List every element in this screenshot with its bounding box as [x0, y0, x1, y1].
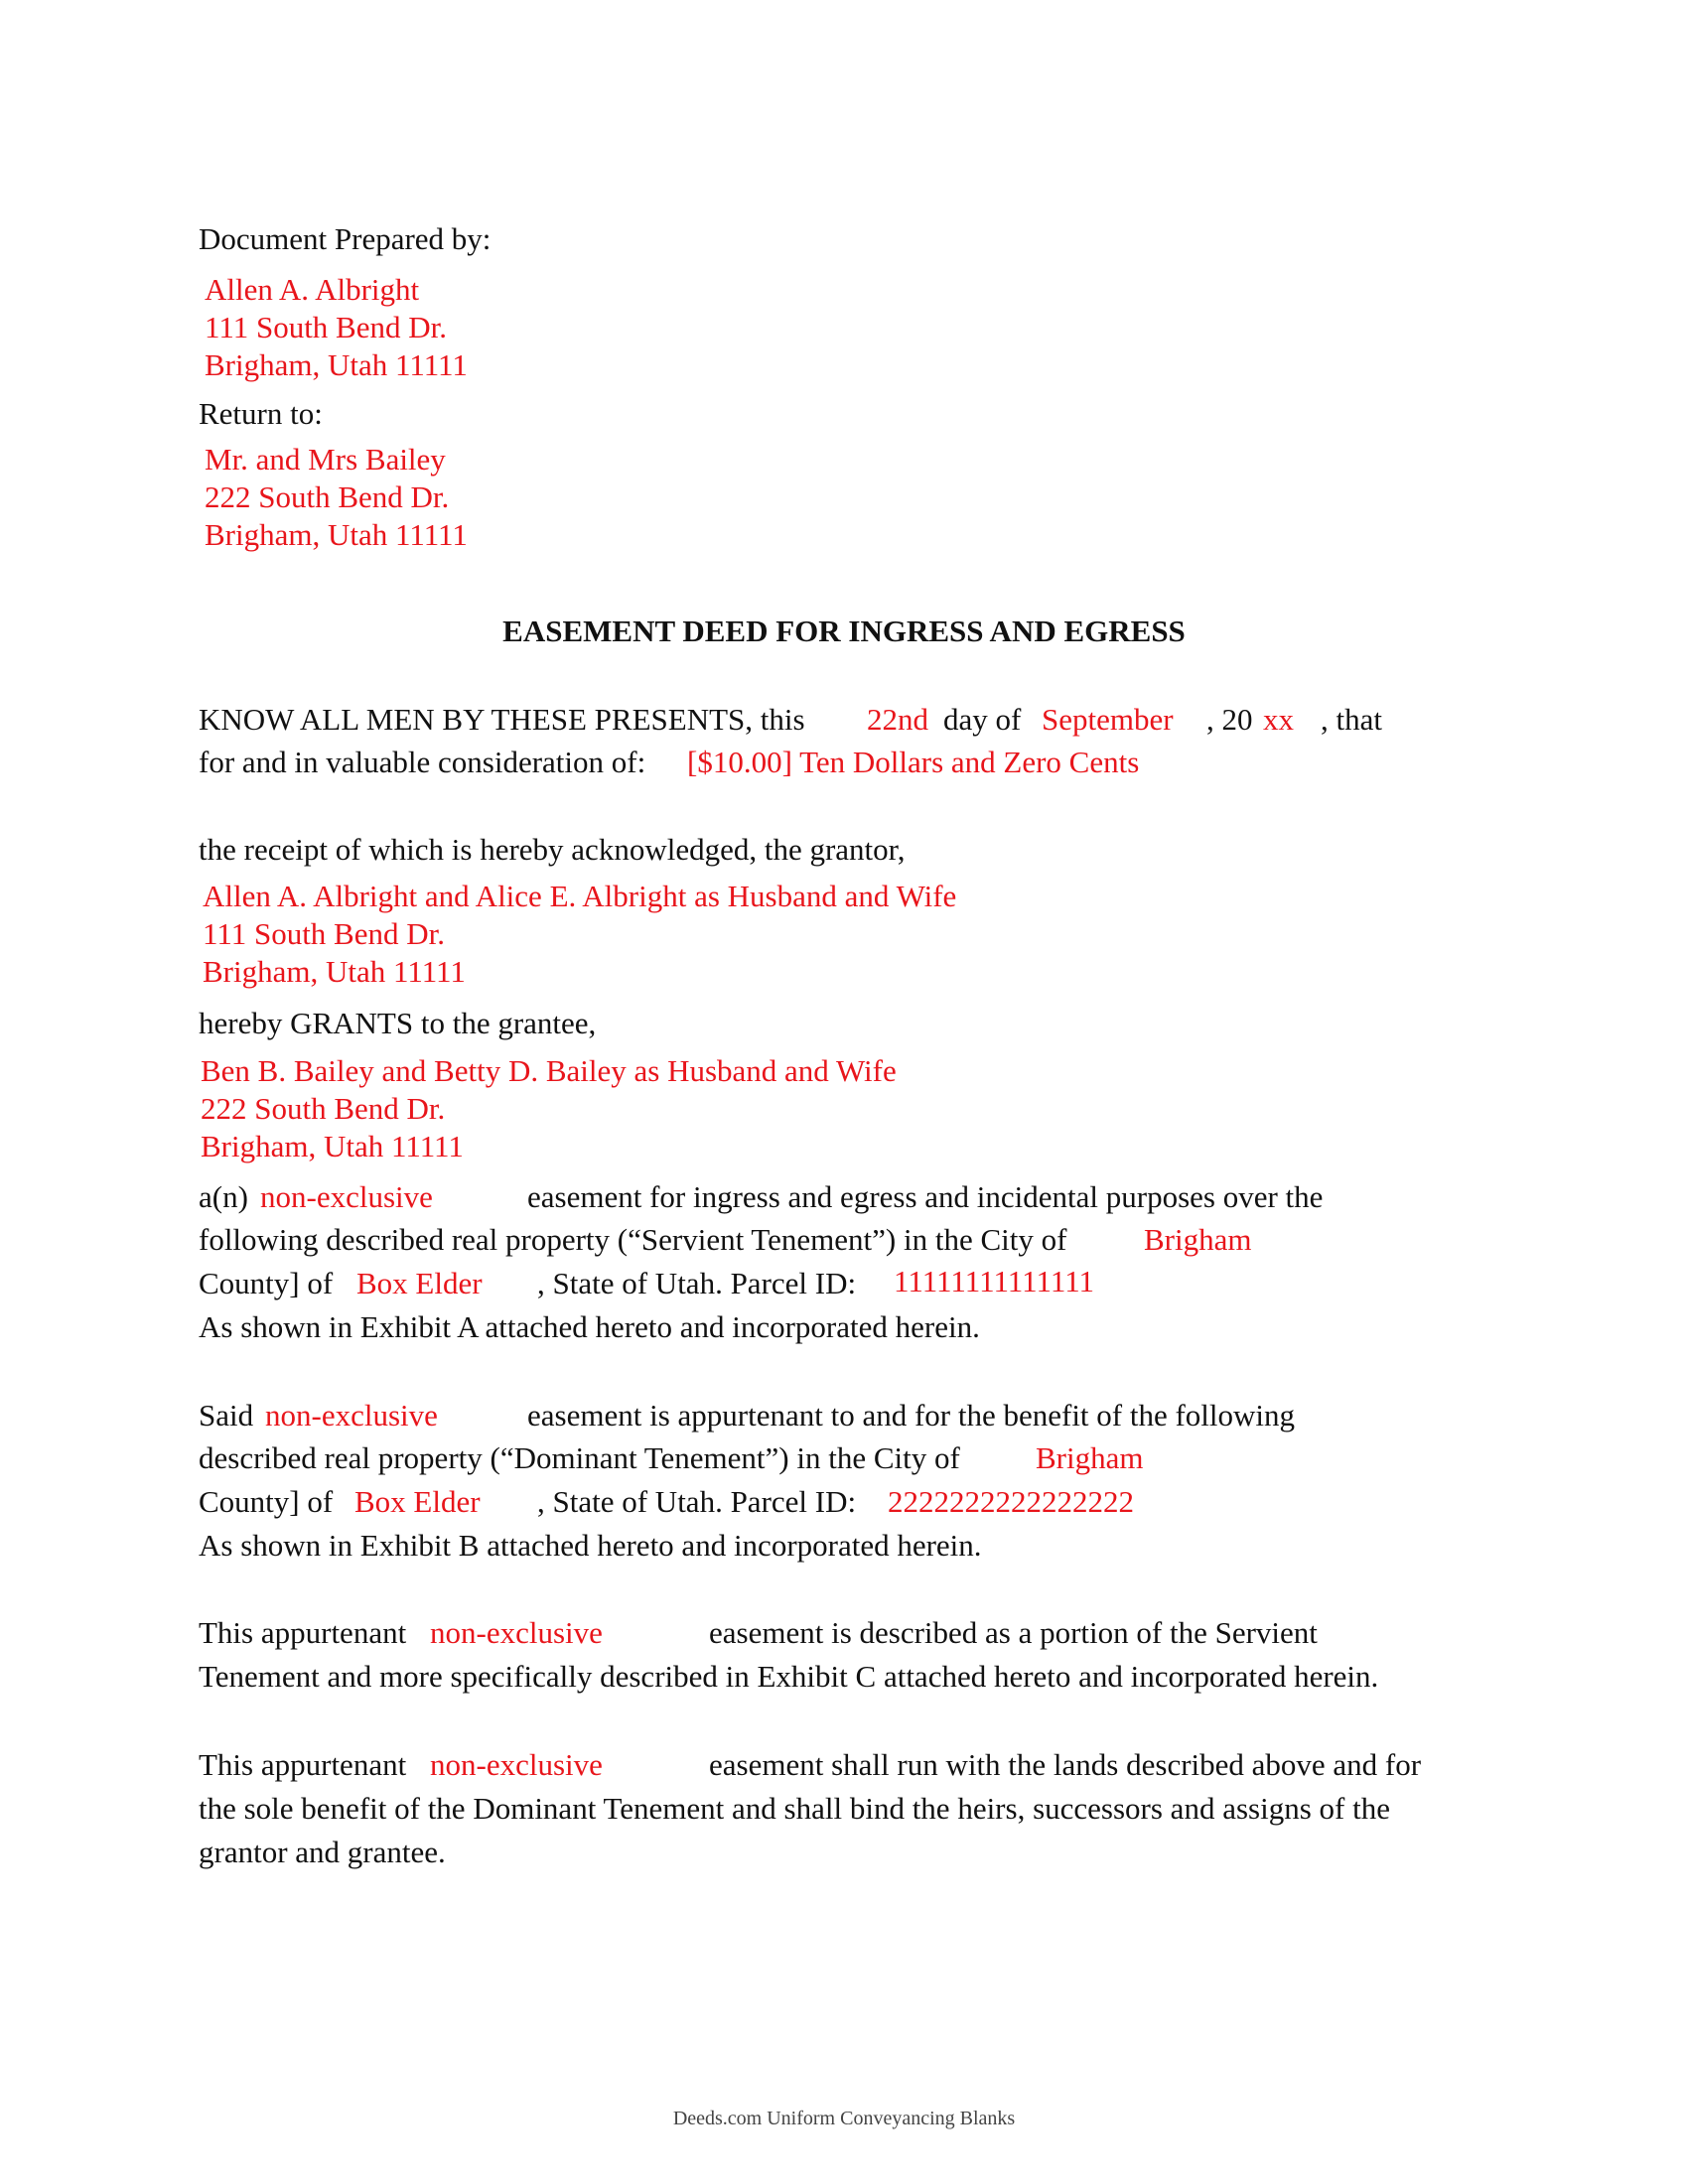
- consideration-amount: [$10.00] Ten Dollars and Zero Cents: [687, 745, 1140, 779]
- servient-text-2: following described real property (“Servient Tenement”) in the City of: [199, 1222, 1067, 1257]
- intro-text-4: , that: [1321, 702, 1382, 737]
- footer-text: Deeds.com Uniform Conveyancing Blanks: [672, 2108, 1016, 2129]
- dominant-type: non-exclusive: [265, 1398, 438, 1433]
- prepared-by-label: Document Prepared by:: [199, 221, 492, 256]
- description-type: non-exclusive: [430, 1615, 603, 1650]
- document-title: EASEMENT DEED FOR INGRESS AND EGRESS: [502, 614, 1186, 648]
- servient-city: Brigham: [1144, 1222, 1252, 1257]
- intro-text-2: day of: [943, 702, 1022, 737]
- grantee-street: 222 South Bend Dr.: [201, 1091, 446, 1126]
- run-with-land-prefix: This appurtenant: [199, 1747, 407, 1782]
- grantor-lead: the receipt of which is hereby acknowledged, the grantor,: [199, 832, 906, 867]
- return-to-street: 222 South Bend Dr.: [205, 479, 450, 514]
- run-with-land-type: non-exclusive: [430, 1747, 603, 1782]
- grantee-name: Ben B. Bailey and Betty D. Bailey as Husband and Wife: [201, 1053, 897, 1088]
- dominant-text-1: easement is appurtenant to and for the benefit of the following: [527, 1398, 1296, 1433]
- grantee-lead: hereby GRANTS to the grantee,: [199, 1006, 597, 1040]
- date-month: September: [1042, 702, 1174, 737]
- preparer-name: Allen A. Albright: [205, 272, 420, 307]
- servient-prefix: a(n): [199, 1179, 248, 1214]
- return-to-name: Mr. and Mrs Bailey: [205, 442, 446, 477]
- servient-text-3: County] of: [199, 1266, 334, 1300]
- return-to-city: Brigham, Utah 11111: [205, 517, 468, 552]
- date-year: xx: [1263, 702, 1294, 737]
- dominant-text-2: described real property (“Dominant Tenement”) in the City of: [199, 1440, 960, 1475]
- grantor-name: Allen A. Albright and Alice E. Albright as Husband and Wife: [203, 879, 957, 913]
- servient-text-4: , State of Utah. Parcel ID:: [537, 1266, 857, 1300]
- grantor-city: Brigham, Utah 11111: [203, 954, 466, 989]
- servient-text-5: As shown in Exhibit A attached hereto and incorporated herein.: [199, 1309, 980, 1344]
- grantor-street: 111 South Bend Dr.: [203, 916, 445, 951]
- description-text-1: easement is described as a portion of the Servient: [709, 1615, 1318, 1650]
- run-with-land-text-3: grantor and grantee.: [199, 1835, 446, 1869]
- dominant-county: Box Elder: [354, 1484, 481, 1519]
- servient-county: Box Elder: [356, 1266, 483, 1300]
- dominant-city: Brigham: [1036, 1440, 1144, 1475]
- description-text-2: Tenement and more specifically described in Exhibit C attached hereto and incorporated herein.: [199, 1659, 1379, 1694]
- servient-type: non-exclusive: [260, 1179, 433, 1214]
- servient-parcel-id: 11111111111111: [894, 1264, 1095, 1298]
- run-with-land-text-1: easement shall run with the lands described above and for: [709, 1747, 1422, 1782]
- preparer-city: Brigham, Utah 11111: [205, 347, 468, 382]
- servient-text-1: easement for ingress and egress and incidental purposes over the: [527, 1179, 1324, 1214]
- dominant-text-5: As shown in Exhibit B attached hereto and incorporated herein.: [199, 1528, 982, 1563]
- return-to-label: Return to:: [199, 396, 323, 431]
- dominant-prefix: Said: [199, 1398, 254, 1433]
- preparer-street: 111 South Bend Dr.: [205, 310, 447, 344]
- intro-text-1: KNOW ALL MEN BY THESE PRESENTS, this: [199, 702, 805, 737]
- dominant-text-3: County] of: [199, 1484, 334, 1519]
- run-with-land-text-2: the sole benefit of the Dominant Tenement and shall bind the heirs, successors and assigns of the: [199, 1791, 1390, 1826]
- intro-text-5: for and in valuable consideration of:: [199, 745, 646, 779]
- date-day: 22nd: [867, 702, 928, 737]
- description-prefix: This appurtenant: [199, 1615, 407, 1650]
- intro-text-3: , 20: [1206, 702, 1253, 737]
- grantee-city: Brigham, Utah 11111: [201, 1129, 464, 1163]
- dominant-text-4: , State of Utah. Parcel ID:: [537, 1484, 857, 1519]
- dominant-parcel-id: 2222222222222222: [888, 1484, 1134, 1519]
